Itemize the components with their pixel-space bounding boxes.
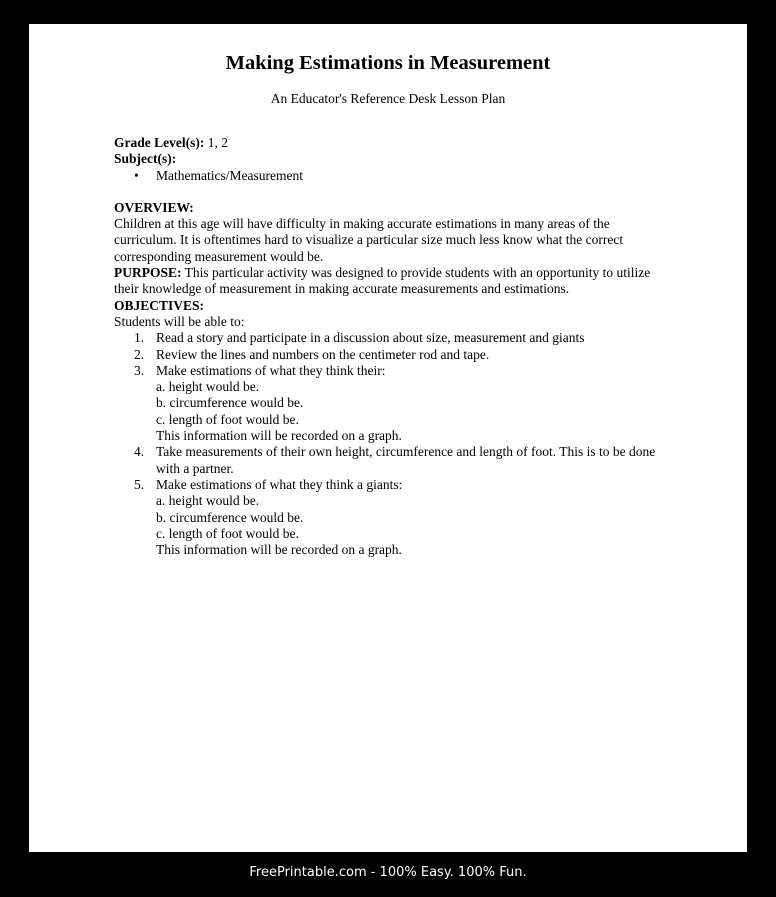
list-item-number: 2. xyxy=(134,346,145,362)
objective-line: Make estimations of what they think their: xyxy=(156,362,386,378)
overview-heading xyxy=(114,200,674,216)
list-item xyxy=(114,444,674,477)
purpose-label: PURPOSE: xyxy=(114,265,182,281)
objective-subline: b. circumference would be. xyxy=(156,509,304,525)
footer-tagline: FreePrintable.com - 100% Easy. 100% Fun. xyxy=(249,865,527,880)
document-page xyxy=(29,24,747,852)
list-item-number: 1. xyxy=(134,330,145,346)
list-item-number: 5. xyxy=(134,476,145,492)
objective-line: Take measurements of their own height, circumference and length of foot. This is to be done with a partner. xyxy=(156,444,656,476)
page-title: Making Estimations in Measurement xyxy=(225,52,551,74)
objective-subline: b. circumference would be. xyxy=(156,395,304,411)
objective-subline: c. length of foot would be. xyxy=(156,411,299,427)
grade-level xyxy=(114,135,674,151)
objectives-heading xyxy=(114,298,674,314)
objectives-label: OBJECTIVES: xyxy=(114,297,205,313)
grade-level-label: Grade Level(s): xyxy=(114,135,205,150)
grade-level-value: 1, 2 xyxy=(204,135,228,150)
purpose-paragraph xyxy=(114,265,674,298)
objective-subline: c. length of foot would be. xyxy=(156,525,299,541)
objective-note: This information will be recorded on a graph. xyxy=(156,542,402,558)
subject-heading xyxy=(114,151,674,167)
objective-subline: a. height would be. xyxy=(156,379,260,395)
overview-text: Children at this age will have difficulty in making accurate estimations in many areas of the curriculum. It is oftentimes hard to visualize a particular size much less know what the correct corresponding measurement would be. xyxy=(114,216,624,264)
document-body xyxy=(114,135,674,558)
list-item xyxy=(114,168,674,184)
list-item xyxy=(114,347,674,363)
objectives-list xyxy=(114,330,674,558)
objective-line: Make estimations of what they think a giants: xyxy=(156,476,403,492)
list-item xyxy=(114,477,674,558)
page-subtitle: An Educator's Reference Desk Lesson Plan xyxy=(270,91,506,106)
subject-list xyxy=(114,168,674,184)
list-item xyxy=(114,363,674,444)
list-item-number: 3. xyxy=(134,362,145,378)
objective-line: Review the lines and numbers on the centimeter rod and tape. xyxy=(156,346,490,362)
objective-note: This information will be recorded on a graph. xyxy=(156,428,402,444)
overview-label: OVERVIEW: xyxy=(114,199,194,215)
objective-line: Read a story and participate in a discussion about size, measurement and giants xyxy=(156,330,585,346)
purpose-text: This particular activity was designed to provide students with an opportunity to utilize their knowledge of measurement in making accurate measurements and estimations. xyxy=(114,265,651,297)
bullet-icon: • xyxy=(134,167,139,183)
subject-item-label: Mathematics/Measurement xyxy=(156,167,303,183)
objective-subline: a. height would be. xyxy=(156,493,260,509)
subject-label: Subject(s): xyxy=(114,151,177,167)
list-item xyxy=(114,330,674,346)
objectives-intro: Students will be able to: xyxy=(114,313,245,329)
list-item-number: 4. xyxy=(134,444,145,460)
